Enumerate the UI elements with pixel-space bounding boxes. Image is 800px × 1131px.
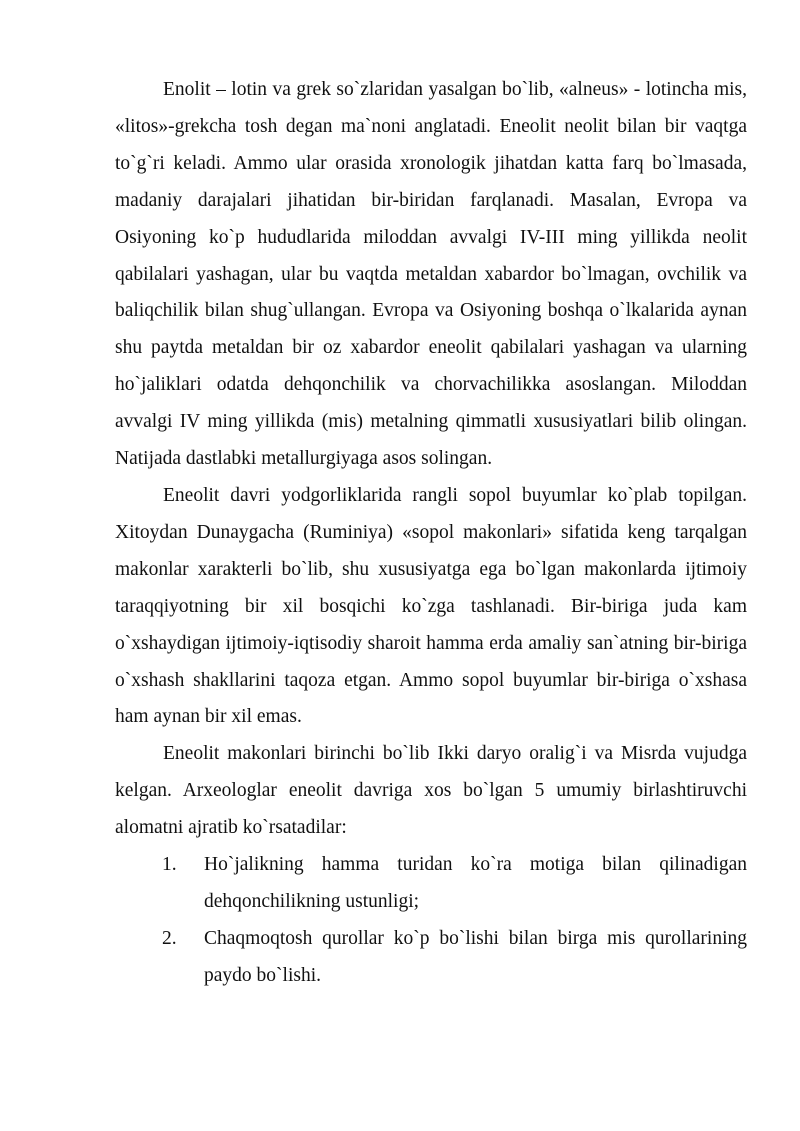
list-item-text: Ho`jalikning hamma turidan ko`ra motiga bilan qilinadigan dehqonchilikning ustunligi; xyxy=(204,854,747,912)
list-item xyxy=(115,921,747,995)
paragraph-eneolit-definition: Enolit – lotin va grek so`zlaridan yasalgan bo`lib, «alneus» - lotincha mis, «litos»-grekcha tosh degan ma`noni anglatadi. Eneolit neolit bilan bir vaqtga to`g`ri keladi. Ammo ular orasida xronologik jihatdan katta farq bo`lmasada, madaniy darajalari jihatidan bir-biridan farqlanadi. Masalan, Evropa va Osiyoning ko`p hududlarida miloddan avvalgi IV-III ming yillikda neolit qabilalari yashagan, ular bu vaqtda metaldan xabardor bo`lmagan, ovchilik va baliqchilik bilan shug`ullangan. Evropa va Osiyoning boshqa o`lkalarida aynan shu paytda metaldan bir oz xabardor eneolit qabilalari yashagan va ularning ho`jaliklari odatda dehqonchilik va chorvachilikka asoslangan. Miloddan avvalgi IV ming yillikda (mis) metalning qimmatli xususiyatlari bilib olingan. Natijada dastlabki metallurgiyaga asos solingan. xyxy=(115,79,747,470)
list-item-text: Chaqmoqtosh qurollar ko`p bo`lishi bilan birga mis qurollarining paydo bo`lishi. xyxy=(204,927,747,986)
paragraph-settlements: Eneolit makonlari birinchi bo`lib Ikki daryo oralig`i va Misrda vujudga kelgan. Arxeologlar eneolit davriga xos bo`lgan 5 umumiy birlashtiruvchi alomatni ajratib ko`rsatadilar: xyxy=(115,743,747,839)
document-page xyxy=(115,72,747,995)
list-item-number: 2. xyxy=(162,927,177,949)
list-item-number: 1. xyxy=(162,854,177,876)
list-item xyxy=(115,847,747,921)
paragraph-pottery: Eneolit davri yodgorliklarida rangli sopol buyumlar ko`plab topilgan. Xitoydan Dunaygacha (Ruminiya) «sopol makonlari» sifatida keng tarqalgan makonlar xarakterli bo`lib, shu xususiyatga ega bo`lgan makonlarda ijtimoiy taraqqiyotning bir xil bosqichi ko`zga tashlanadi. Bir-biriga juda kam o`xshaydigan ijtimoiy-iqtisodiy sharoit hamma erda amaliy san`atning bir-biriga o`xshash shakllarini taqoza etgan. Ammo sopol buyumlar bir-biriga o`xshasa ham aynan bir xil emas. xyxy=(115,484,747,728)
features-list xyxy=(115,847,747,995)
